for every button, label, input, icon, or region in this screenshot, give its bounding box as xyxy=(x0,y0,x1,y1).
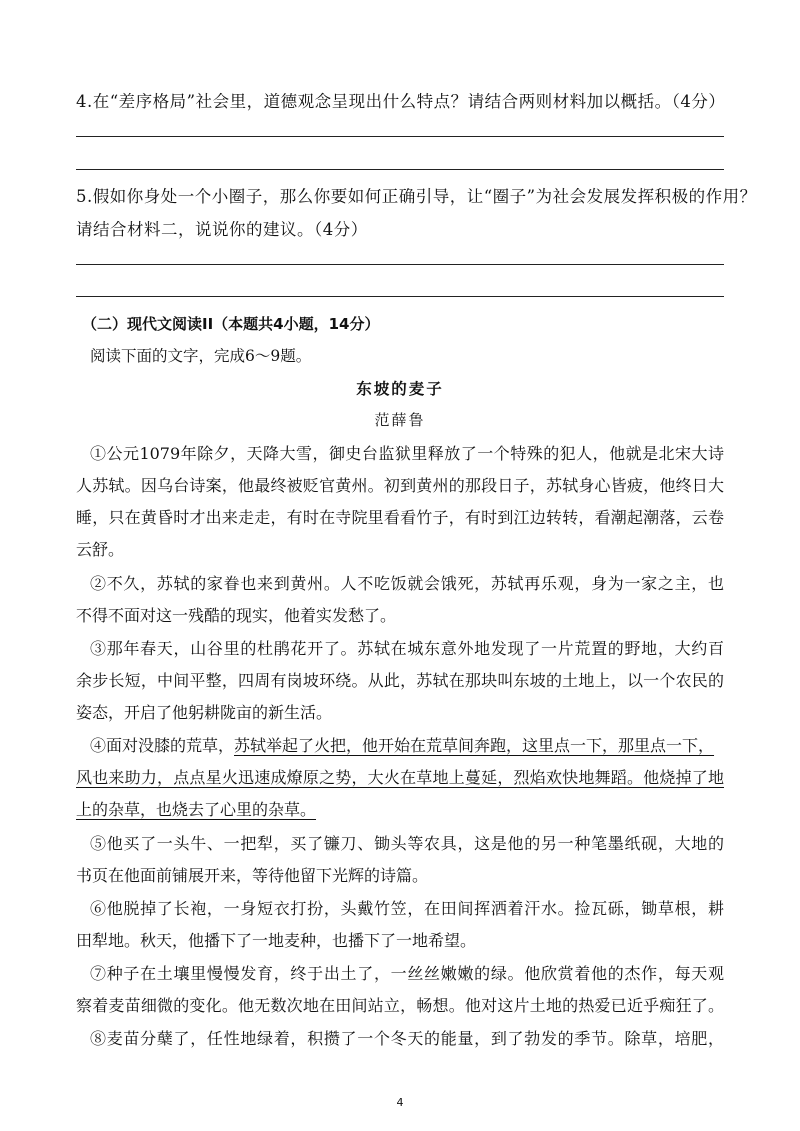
article-line: ⑥他脱掉了长袍，一身短衣打扮，头戴竹笠，在田间挥洒着汗水。捡瓦砾，锄草根，耕 xyxy=(90,899,724,918)
section-heading: （二）现代文阅读II（本题共4小题，14分） xyxy=(82,315,380,333)
article-title: 东坡的麦子 xyxy=(356,379,444,398)
question-5-line-2: 请结合材料二，说说你的建议。（4分） xyxy=(76,220,368,239)
article-author: 范薛鲁 xyxy=(374,411,426,429)
article-line: 云舒。 xyxy=(76,540,125,559)
page-number: 4 xyxy=(396,1096,404,1109)
section-instruction: 阅读下面的文字，完成6～9题。 xyxy=(90,347,312,365)
article-line: ①公元1079年除夕，天降大雪，御史台监狱里释放了一个特殊的犯人，他就是北宋大诗 xyxy=(90,444,724,463)
article-line: ⑤他买了一头牛、一把犁，买了镰刀、锄头等农具，这是他的另一种笔墨纸砚，大地的 xyxy=(90,834,724,853)
article-line: 余步长短，中间平整，四周有岗坡环绕。从此，苏轼在那块叫东坡的土地上，以一个农民的 xyxy=(76,671,724,690)
underlined-sentence: 风也来助力，点点星火迅速成燎原之势，大火在草地上蔓延，烈焰欢快地舞蹈。他烧掉了地 xyxy=(76,768,724,787)
answer-line[interactable] xyxy=(76,136,724,137)
article-line: 睡，只在黄昏时才出来走走，有时在寺院里看看竹子，有时到江边转转，看潮起潮落，云卷 xyxy=(76,508,724,527)
answer-line[interactable] xyxy=(76,296,724,297)
article-line: ②不久，苏轼的家眷也来到黄州。人不吃饭就会饿死，苏轼再乐观，身为一家之主，也 xyxy=(90,574,724,593)
article-line: ⑧麦苗分蘖了，任性地绿着，积攒了一个冬天的能量，到了勃发的季节。除草，培肥， xyxy=(90,1029,724,1048)
paragraph-4-lead: ④面对没膝的荒草， xyxy=(90,736,235,755)
article-line: 察着麦苗细微的变化。他无数次地在田间站立，畅想。他对这片土地的热爱已近乎痴狂了。 xyxy=(76,996,724,1015)
article-line: 不得不面对这一残酷的现实，他着实发愁了。 xyxy=(76,606,397,625)
question-5-line-1: 5.假如你身处一个小圈子，那么你要如何正确引导，让“圈子”为社会发展发挥积极的作用？ xyxy=(76,187,757,206)
article-line: 田犁地。秋天，他播下了一地麦种，也播下了一地希望。 xyxy=(76,931,477,950)
answer-line[interactable] xyxy=(76,169,724,170)
article-line: ⑦种子在土壤里慢慢发育，终于出土了，一丝丝嫩嫩的绿。他欣赏着他的杰作，每天观 xyxy=(90,964,724,983)
underlined-sentence: 上的杂草，也烧去了心里的杂草。 xyxy=(76,800,317,819)
article-line-underlined-partial xyxy=(90,733,724,756)
underlined-sentence: 苏轼举起了火把，他开始在荒草间奔跑，这里点一下，那里点一下， xyxy=(234,736,715,755)
article-line: 书页在他面前铺展开来，等待他留下光辉的诗篇。 xyxy=(76,866,429,885)
article-line: ③那年春天，山谷里的杜鹃花开了。苏轼在城东意外地发现了一片荒置的野地，大约百 xyxy=(90,639,724,658)
article-line: 人苏轼。因乌台诗案，他最终被贬官黄州。初到黄州的那段日子，苏轼身心皆疲，他终日大 xyxy=(76,476,724,495)
answer-line[interactable] xyxy=(76,264,724,265)
article-line: 姿态，开启了他躬耕陇亩的新生活。 xyxy=(76,703,333,722)
question-4: 4.在“差序格局”社会里，道德观念呈现出什么特点？请结合两则材料加以概括。（4分） xyxy=(76,92,726,111)
